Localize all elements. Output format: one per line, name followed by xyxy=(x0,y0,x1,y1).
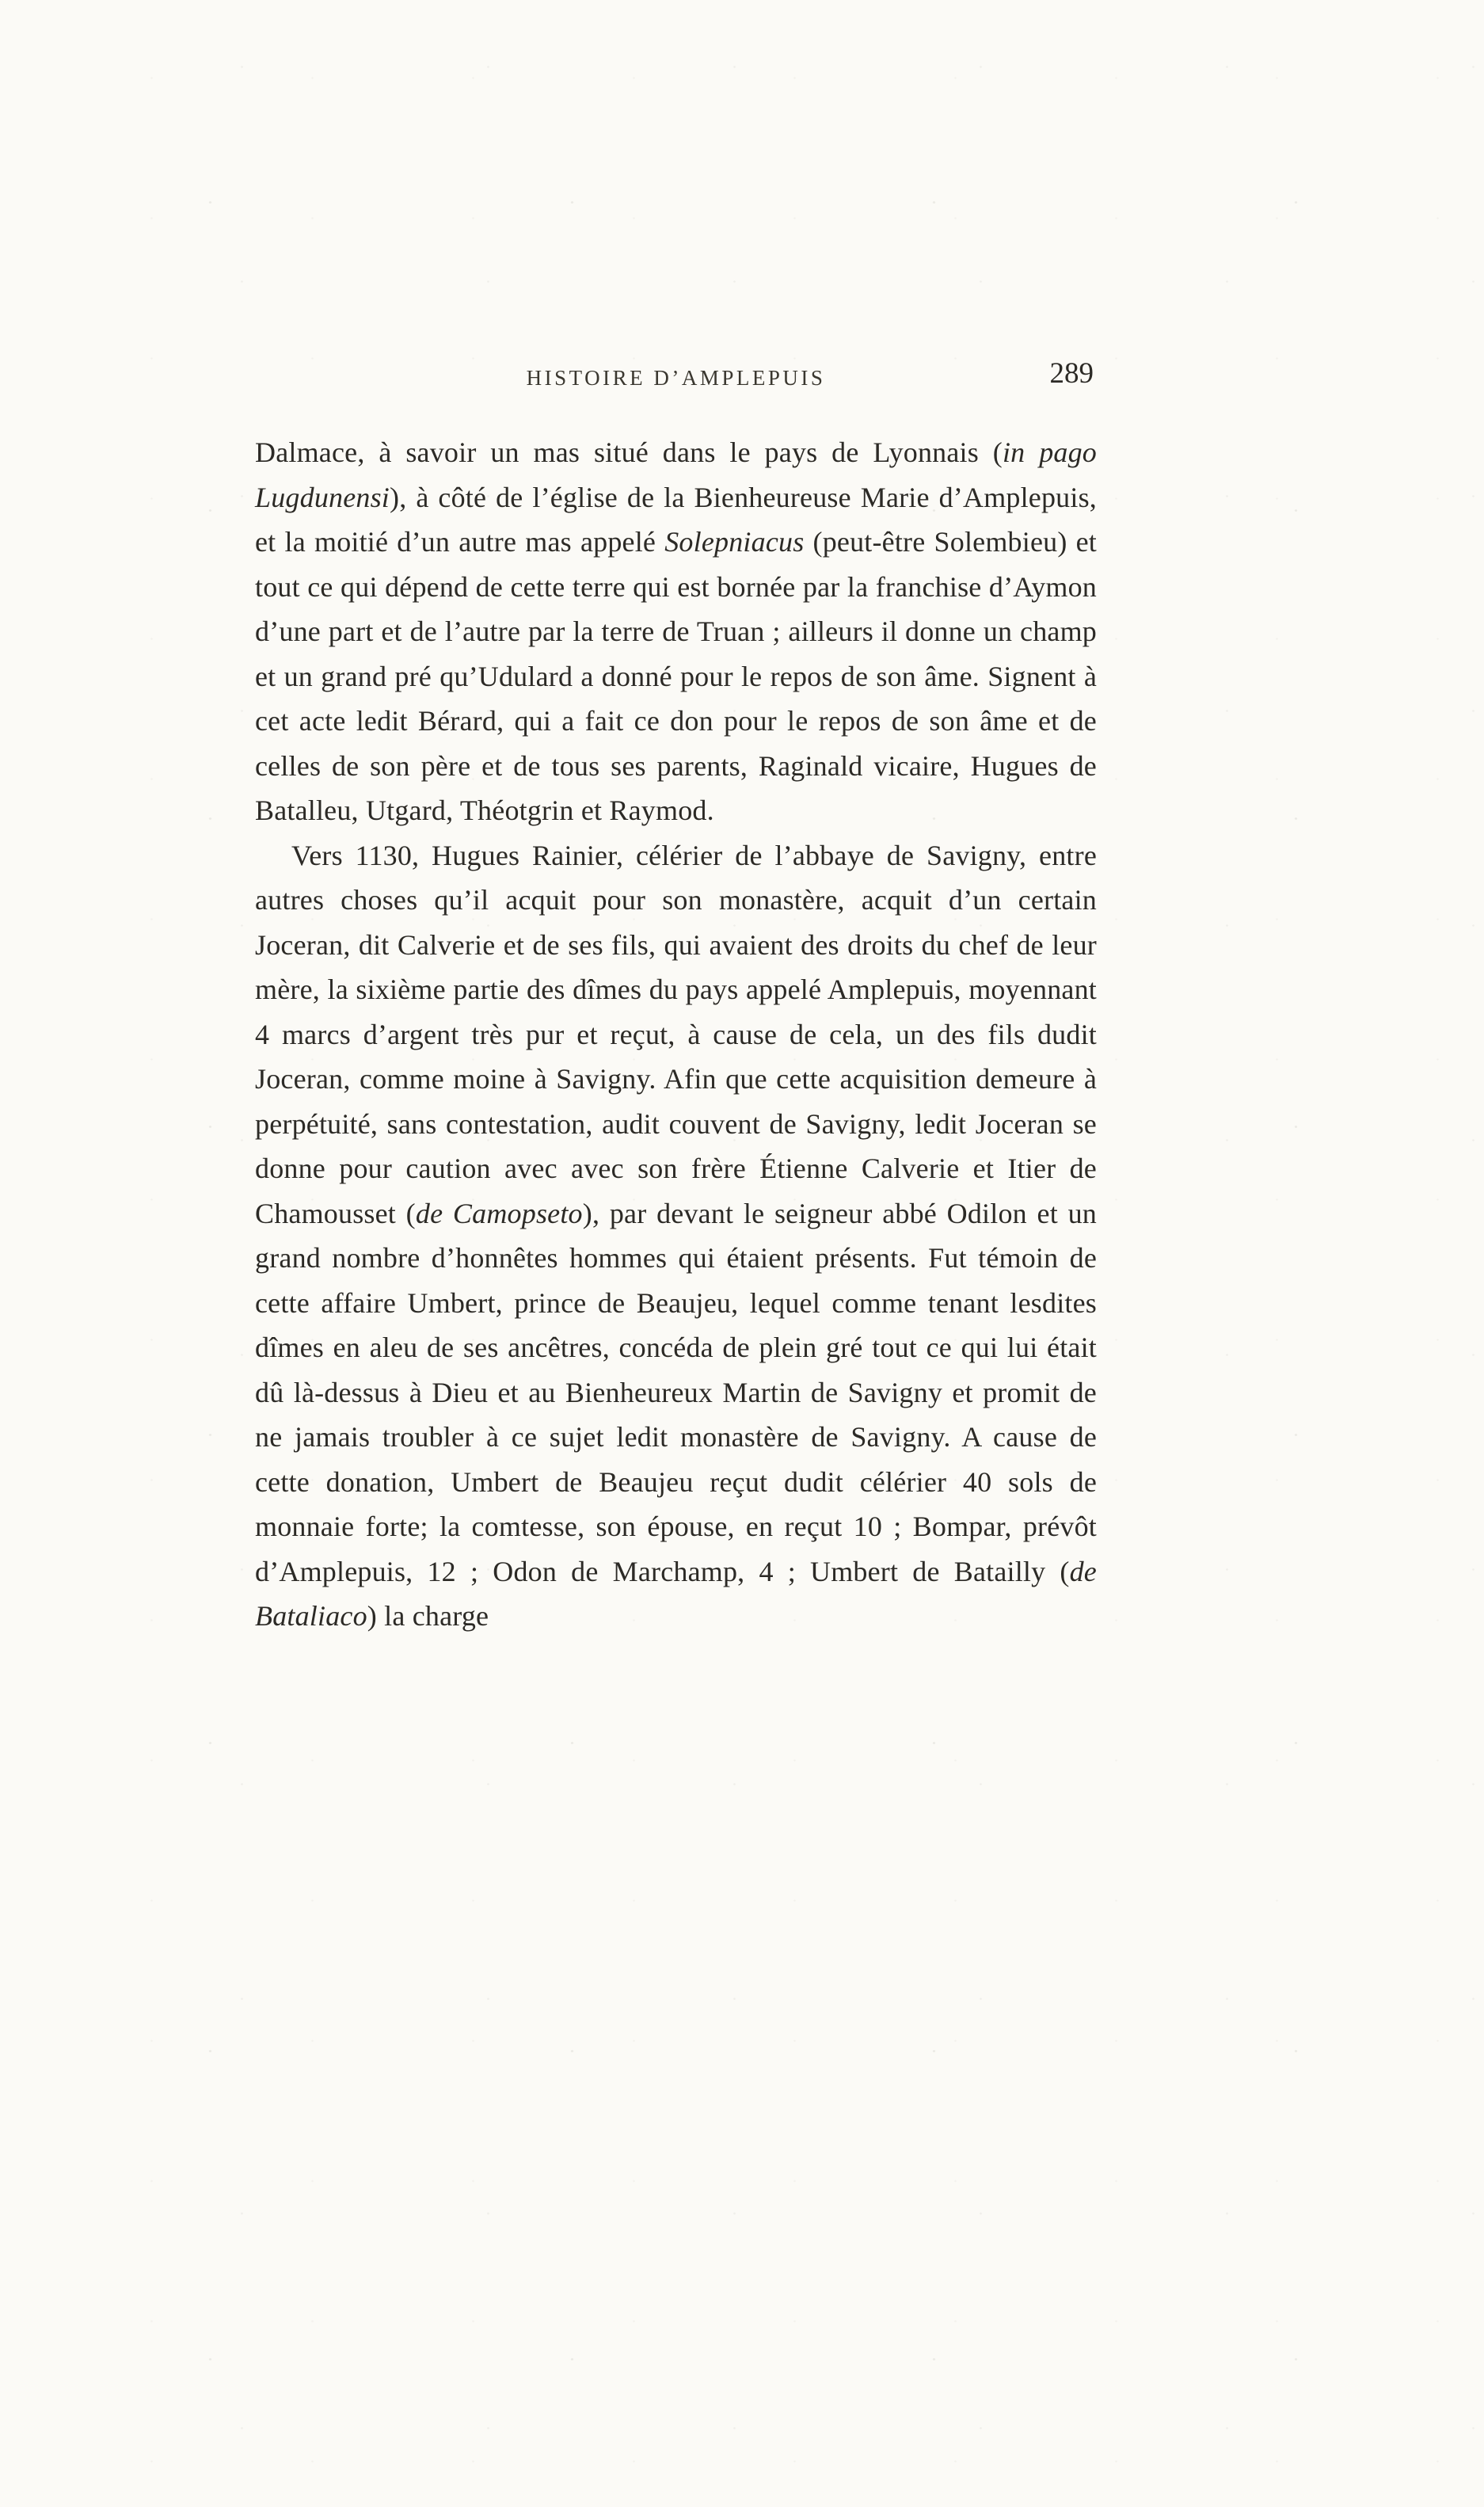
paragraph xyxy=(255,833,1097,1639)
text-run: (peut-être Solembieu) et tout ce qui dépend de cette terre qui est bornée par la franchise d’Aymon d’une part et de l’autre par la terre de Truan ; ailleurs il donne un champ et un grand pré qu’Udulard a donné pour le repos de son âme. Signent à cet acte ledit Bérard, qui a fait ce don pour le repos de son âme et de celles de son père et de tous ses parents, Raginald vicaire, Hugues de Batalleu, Utgard, Théotgrin et Raymod. xyxy=(255,526,1098,826)
running-title: HISTOIRE D’AMPLEPUIS xyxy=(526,366,826,390)
page-number: 289 xyxy=(1049,357,1094,390)
text-run: ), à côté de l’église de la Bienheureuse Marie d’Amplepuis, et la moitié d’un autre mas appelé xyxy=(255,481,1097,558)
text-run: ) la charge xyxy=(367,1600,489,1632)
page-header xyxy=(255,358,1097,404)
text-block xyxy=(255,430,1097,1639)
text-run: Dalmace, à savoir un mas situé dans le pays de Lyonnais ( xyxy=(255,436,1003,468)
italic-text-run: Solepniacus xyxy=(664,526,805,558)
text-run: Vers 1130, Hugues Rainier, célérier de l’abbaye de Savigny, entre autres choses qu’il acquit pour son monastère, acquit d’un certain Joceran, dit Calverie et de ses fils, qui avaient des droits du chef de leur mère, la sixième partie des dîmes du pays appelé Amplepuis, moyennant 4 marcs d’argent très pur et reçut, à cause de cela, un des fils dudit Joceran, comme moine à Savigny. Afin que cette acquisition demeure à perpétuité, sans contestation, audit couvent de Savigny, ledit Joceran se donne pour caution avec avec son frère Étienne Calverie et Itier de Chamousset ( xyxy=(255,839,1097,1229)
text-run: ), par devant le seigneur abbé Odilon et un grand nombre d’honnêtes hommes qui étaient présents. Fut témoin de cette affaire Umbert, prince de Beaujeu, lequel comme tenant lesdites dîmes en aleu de ses ancêtres, concéda de plein gré tout ce qui lui était dû là-dessus à Dieu et au Bienheureux Martin de Savigny et promit de ne jamais troubler à ce sujet ledit monastère de Savigny. A cause de cette donation, Umbert de Beaujeu reçut dudit célérier 40 sols de monnaie forte; la comtesse, son épouse, en reçut 10 ; Bompar, prévôt d’Amplepuis, 12 ; Odon de Marchamp, 4 ; Umbert de Batailly ( xyxy=(255,1197,1097,1587)
italic-text-run: de Camopseto xyxy=(415,1197,583,1229)
italic-text-run: in pago Lugdunensi xyxy=(255,436,1097,513)
italic-text-run: de Bataliaco xyxy=(255,1555,1097,1632)
paragraph xyxy=(255,430,1097,833)
